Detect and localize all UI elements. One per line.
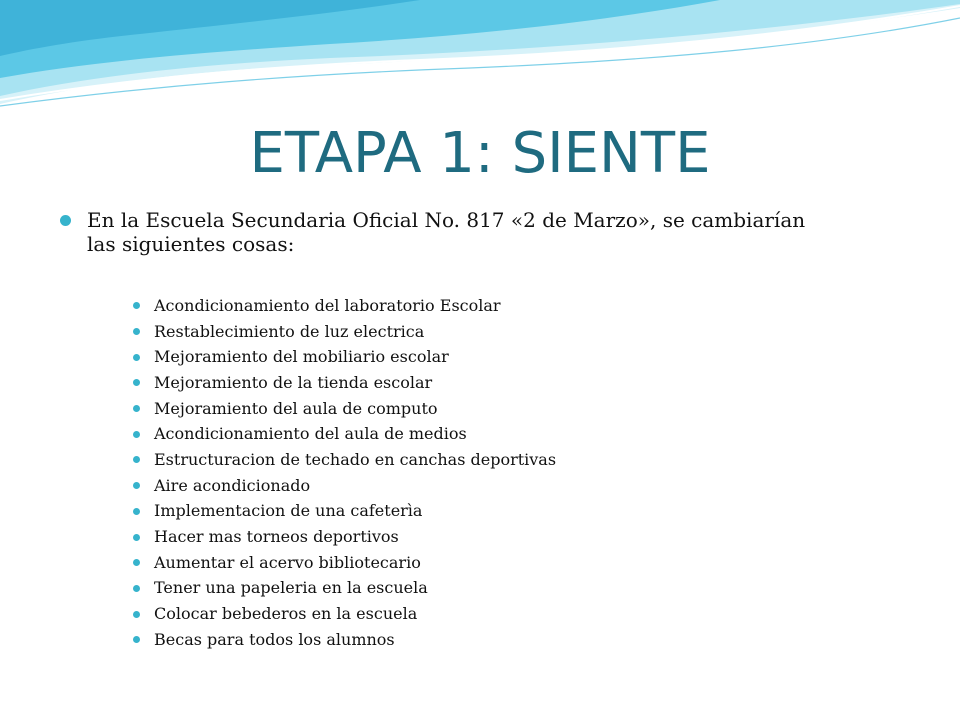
- slide-title: ETAPA 1: SIENTE: [249, 121, 711, 186]
- list-item: [133, 473, 893, 499]
- bullet-icon: [133, 328, 140, 335]
- list-item-text: Aumentar el acervo bibliotecario: [154, 552, 421, 572]
- intro-line-2: las siguientes cosas:: [87, 232, 295, 256]
- intro-line-1: En la Escuela Secundaria Oficial No. 817 «2 de Marzo», se cambiarían: [87, 208, 806, 232]
- bullet-icon: [60, 215, 71, 226]
- list-item: [133, 344, 893, 370]
- list-item: [133, 601, 893, 627]
- list-item: [133, 524, 893, 550]
- header-wave-decoration: [0, 0, 960, 110]
- bullet-icon: [133, 534, 140, 541]
- list-item-text: Restablecimiento de luz electrica: [154, 321, 425, 341]
- list-item: [133, 576, 893, 602]
- list-item: [133, 421, 893, 447]
- list-item-text: Tener una papeleria en la escuela: [154, 578, 428, 598]
- list-item-text: Acondicionamiento del laboratorio Escolar: [154, 295, 501, 315]
- bullet-icon: [133, 611, 140, 618]
- list-item-text: Acondicionamiento del aula de medios: [154, 424, 467, 444]
- bullet-icon: [133, 636, 140, 643]
- list-item-text: Colocar bebederos en la escuela: [154, 604, 418, 624]
- intro-text: [87, 208, 805, 256]
- list-item-text: Estructuracion de techado en canchas deportivas: [154, 449, 557, 469]
- list-item: [133, 627, 893, 653]
- list-item-text: Hacer mas torneos deportivos: [154, 527, 399, 547]
- intro-paragraph: [60, 208, 900, 256]
- bullet-icon: [133, 431, 140, 438]
- list-item: [133, 293, 893, 319]
- bullet-icon: [133, 405, 140, 412]
- improvements-list: [133, 293, 893, 653]
- bullet-icon: [133, 559, 140, 566]
- list-item-text: Aire acondicionado: [154, 475, 311, 495]
- bullet-icon: [133, 585, 140, 592]
- list-item-text: Mejoramiento del mobiliario escolar: [154, 347, 449, 367]
- list-item: [133, 370, 893, 396]
- list-item-text: Mejoramiento de la tienda escolar: [154, 372, 433, 392]
- bullet-icon: [133, 354, 140, 361]
- bullet-icon: [133, 302, 140, 309]
- bullet-icon: [133, 482, 140, 489]
- list-item: [133, 550, 893, 576]
- list-item: [133, 396, 893, 422]
- list-item: [133, 499, 893, 525]
- bullet-icon: [133, 379, 140, 386]
- list-item: [133, 447, 893, 473]
- list-item-text: Implementacion de una cafeterìa: [154, 501, 423, 521]
- list-item: [133, 319, 893, 345]
- list-item-text: Mejoramiento del aula de computo: [154, 398, 438, 418]
- bullet-icon: [133, 508, 140, 515]
- list-item-text: Becas para todos los alumnos: [154, 629, 395, 649]
- bullet-icon: [133, 456, 140, 463]
